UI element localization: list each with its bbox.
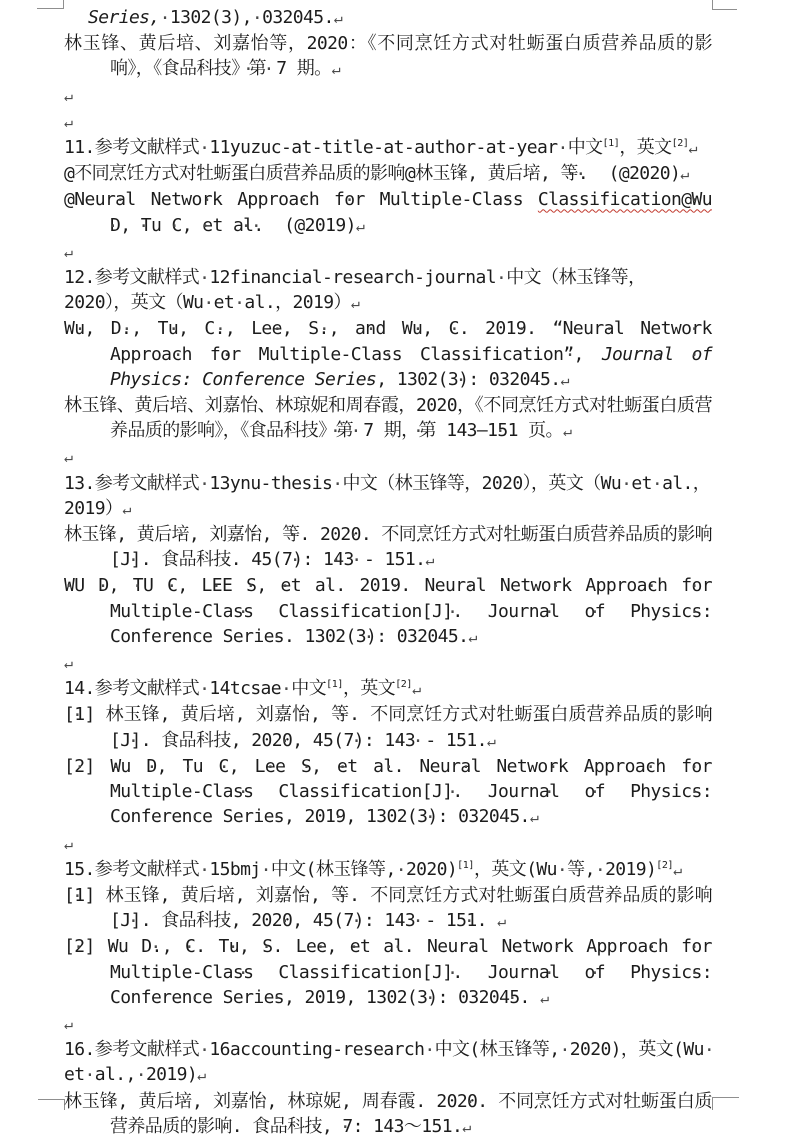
paragraph-mark-icon: ↵: [64, 834, 74, 853]
paragraph-mark-icon: ↵: [680, 165, 690, 184]
space-mark-icon: [469, 318, 485, 339]
text-run: ，英文: [619, 137, 672, 159]
reference-paragraph[interactable]: [64, 31, 712, 82]
text-run: Classification@Wu: [537, 189, 712, 211]
reference-paragraph[interactable]: [64, 522, 712, 573]
space-mark-icon: [253, 962, 278, 983]
paragraph-mark-icon: ↵: [350, 294, 360, 313]
space-mark-icon: [332, 473, 342, 494]
space-mark-icon: [203, 292, 213, 313]
text-run: 15.参考文献样式 · 15bmj · 中文(林玉锋等, · 2020): [64, 859, 457, 880]
space-mark-icon: [319, 189, 334, 210]
space-mark-icon: [557, 137, 567, 158]
space-mark-icon: [232, 575, 246, 596]
crop-mark-bottom-right-icon: [712, 1097, 739, 1110]
space-mark-icon: [488, 1091, 499, 1112]
space-mark-icon: [274, 215, 284, 236]
space-mark-icon: [356, 987, 366, 1008]
reference-paragraph[interactable]: [64, 393, 712, 444]
space-mark-icon: [199, 678, 209, 699]
text-run: [1]: [326, 679, 343, 691]
space-mark-icon: [136, 189, 151, 210]
space-mark-icon: [712, 936, 722, 957]
space-mark-icon: [374, 549, 384, 570]
space-mark-icon: [712, 601, 722, 622]
empty-paragraph[interactable]: [64, 1011, 712, 1037]
space-mark-icon: [557, 859, 567, 880]
text-run: [1]: [457, 859, 474, 871]
space-mark-icon: [573, 936, 586, 957]
reference-paragraph[interactable]: [64, 702, 712, 753]
space-mark-icon: [404, 756, 420, 777]
text-run: 11.参考文献样式 · 11yuzuc-at-title-at-author-at-year · 中文: [64, 137, 603, 158]
space-mark-icon: [667, 575, 681, 596]
space-mark-icon: [95, 756, 111, 777]
space-mark-icon: [668, 936, 681, 957]
text-run: 林玉锋、黄后培、刘嘉怡、林琼妮和周春霞，2020，《不同烹饪方式对牡蛎蛋白质营养品质的影响》，《食品科技》第 · 7 · 期，第 · 143—151 · 页。: [64, 395, 712, 441]
space-mark-icon: [396, 859, 406, 880]
space-mark-icon: [160, 7, 170, 28]
reference-paragraph[interactable]: [64, 883, 712, 934]
space-mark-icon: [302, 910, 312, 931]
space-mark-icon: [448, 987, 458, 1008]
empty-paragraph[interactable]: [64, 83, 712, 109]
space-mark-icon: [170, 704, 181, 725]
paragraph-mark-icon: ↵: [468, 627, 478, 646]
empty-paragraph[interactable]: [64, 831, 712, 857]
space-mark-icon: [424, 1039, 434, 1060]
space-mark-icon: [212, 987, 222, 1008]
space-mark-icon: [151, 730, 161, 751]
space-mark-icon: [673, 344, 691, 365]
text-run: @Neural · Network · Approach · for · Multiple-Class ·: [64, 189, 538, 210]
text-run: [2]: [656, 859, 674, 871]
space-mark-icon: [202, 1091, 213, 1112]
text-run: 林玉锋, · 黄后培, · 刘嘉怡, · 林琼妮, · 周春霞. · 2020. · 不同烹饪方式对牡蛎蛋白质营养品质的影响. · 食品科技, · 7: · 143～151.: [64, 1091, 712, 1137]
space-mark-icon: [332, 1116, 342, 1137]
reference-paragraph[interactable]: [64, 934, 712, 1011]
citation-style-heading[interactable]: [64, 857, 712, 883]
space-mark-icon: [436, 730, 446, 751]
empty-paragraph[interactable]: [64, 650, 712, 676]
text-run: ，英文(Wu · 等, · 2019): [474, 859, 656, 880]
crop-mark-bottom-left-icon: [38, 1099, 65, 1110]
space-mark-icon: [436, 910, 446, 931]
space-mark-icon: [313, 549, 323, 570]
reference-paragraph[interactable]: [88, 5, 712, 31]
space-mark-icon: [365, 189, 380, 210]
space-mark-icon: [305, 369, 315, 390]
space-mark-icon: [151, 549, 161, 570]
paragraph-mark-icon: ↵: [425, 551, 435, 570]
space-mark-icon: [414, 936, 427, 957]
space-mark-icon: [249, 936, 262, 957]
space-mark-icon: [605, 781, 630, 802]
space-mark-icon: [359, 885, 370, 906]
space-mark-icon: [294, 987, 304, 1008]
paragraph-mark-icon: ↵: [331, 60, 341, 79]
space-mark-icon: [712, 344, 722, 365]
citation-style-heading[interactable]: [64, 676, 712, 702]
space-mark-icon: [222, 189, 237, 210]
space-mark-icon: [386, 318, 402, 339]
space-mark-icon: [704, 1039, 714, 1060]
space-mark-icon: [436, 420, 446, 441]
space-mark-icon: [320, 885, 331, 906]
space-mark-icon: [252, 7, 262, 28]
space-mark-icon: [119, 575, 133, 596]
text-run: [1] · 林玉锋, · 黄后培, · 刘嘉怡, · 等. · 不同烹饪方式对牡蛎蛋白质营养品质的影响[J]. · 食品科技, · 2020, · 45(7): · 143 · - · 151. ·: [64, 885, 712, 931]
space-mark-icon: [363, 1116, 373, 1137]
space-mark-icon: [486, 575, 500, 596]
paragraph-mark-icon: ↵: [64, 448, 74, 467]
space-mark-icon: [142, 318, 158, 339]
citation-style-heading[interactable]: [64, 135, 712, 161]
space-mark-icon: [235, 318, 251, 339]
citation-style-heading[interactable]: [64, 471, 712, 522]
space-mark-icon: [354, 549, 364, 570]
space-mark-icon: [203, 756, 219, 777]
space-mark-icon: [212, 626, 222, 647]
space-mark-icon: [287, 58, 297, 79]
space-mark-icon: [712, 756, 722, 777]
space-mark-icon: [402, 344, 420, 365]
space-mark-icon: [277, 1091, 288, 1112]
text-run: 林玉锋、黄后培、刘嘉怡等，2020：《不同烹饪方式对牡蛎蛋白质营养品质的影响》，《食品科技》第 · 7 · 期。: [64, 33, 712, 79]
space-mark-icon: [266, 58, 276, 79]
space-mark-icon: [188, 575, 202, 596]
space-mark-icon: [559, 1039, 569, 1060]
space-mark-icon: [353, 420, 363, 441]
space-mark-icon: [488, 936, 501, 957]
space-mark-icon: [285, 756, 301, 777]
text-run: 13.参考文献样式 · 13ynu-thesis · 中文（林玉锋等，2020），英文（Wu · et · al.，2019）: [64, 473, 710, 519]
space-mark-icon: [559, 781, 584, 802]
space-mark-icon: [370, 936, 383, 957]
space-mark-icon: [666, 756, 682, 777]
space-mark-icon: [223, 215, 233, 236]
paragraph-mark-icon: ↵: [412, 680, 422, 699]
paragraph-mark-icon: ↵: [497, 912, 507, 931]
space-mark-icon: [605, 962, 630, 983]
space-mark-icon: [356, 806, 366, 827]
space-mark-icon: [463, 962, 488, 983]
space-mark-icon: [199, 267, 209, 288]
space-mark-icon: [530, 987, 540, 1008]
paragraph-mark-icon: ↵: [486, 731, 496, 750]
space-mark-icon: [131, 756, 147, 777]
space-mark-icon: [281, 678, 291, 699]
paragraph-mark-icon: ↵: [64, 242, 74, 261]
text-run: @不同烹饪方式对牡蛎蛋白质营养品质的影响@林玉锋, · 黄后培, · 等. · · (@2020): [64, 163, 680, 184]
space-mark-icon: [496, 267, 506, 288]
paragraph-mark-icon: ↵: [122, 499, 132, 518]
space-mark-icon: [351, 1091, 362, 1112]
space-mark-icon: [712, 781, 722, 802]
reference-paragraph[interactable]: [64, 754, 712, 831]
space-mark-icon: [245, 885, 256, 906]
space-mark-icon: [621, 473, 631, 494]
space-mark-icon: [415, 730, 425, 751]
text-run: 12.参考文献样式 · 12financial-research-journal · 中文（林玉锋等，2020），英文（Wu · et · al.，2019）: [64, 267, 645, 313]
space-mark-icon: [568, 756, 584, 777]
paragraph-mark-icon: ↵: [197, 1066, 207, 1085]
text-run: ，英文: [342, 678, 396, 700]
space-mark-icon: [170, 885, 181, 906]
space-mark-icon: [192, 215, 202, 236]
space-mark-icon: [712, 962, 722, 983]
text-run: Series,: [88, 7, 160, 28]
space-mark-icon: [292, 318, 308, 339]
space-mark-icon: [346, 575, 360, 596]
space-mark-icon: [310, 524, 320, 545]
crop-mark-top-left-icon: [37, 0, 64, 9]
space-mark-icon: [463, 601, 488, 622]
space-mark-icon: [192, 369, 202, 390]
space-mark-icon: [199, 859, 209, 880]
text-run: Journal · of ·Physics: · Conference · Series: [110, 344, 722, 390]
space-mark-icon: [536, 318, 552, 339]
crop-mark-top-right-icon: [712, 0, 737, 10]
empty-paragraph[interactable]: [64, 444, 712, 470]
space-mark-icon: [374, 910, 384, 931]
space-mark-icon: [415, 910, 425, 931]
reference-paragraph[interactable]: [64, 187, 712, 238]
space-mark-icon: [487, 910, 497, 931]
paragraph-mark-icon: ↵: [540, 988, 550, 1007]
space-mark-icon: [234, 292, 244, 313]
space-mark-icon: [253, 781, 278, 802]
text-run: [1]: [602, 138, 620, 150]
space-mark-icon: [359, 704, 370, 725]
space-mark-icon: [518, 420, 528, 441]
citation-style-heading[interactable]: [64, 265, 712, 316]
text-run: [2] · Wu · D, · Tu · C, · Lee · S, · et · al. · Neural · Network · Approach · for ·Multiple-Class · Classification[J]. · Journal · of · Physics: ·Conference · Series, · 2019, · 1302(3): · 032045.: [64, 756, 722, 827]
document-body: [64, 5, 712, 1140]
space-mark-icon: [652, 473, 662, 494]
space-mark-icon: [448, 806, 458, 827]
space-mark-icon: [386, 626, 396, 647]
paragraph-mark-icon: ↵: [333, 9, 343, 27]
space-mark-icon: [572, 575, 586, 596]
space-mark-icon: [321, 756, 337, 777]
space-mark-icon: [126, 524, 136, 545]
space-mark-icon: [241, 344, 259, 365]
paragraph-mark-icon: ↵: [462, 1117, 472, 1136]
space-mark-icon: [130, 215, 140, 236]
space-mark-icon: [95, 704, 106, 725]
space-mark-icon: [95, 936, 108, 957]
text-run: [1] · 林玉锋, · 黄后培, · 刘嘉怡, · 等. · 不同烹饪方式对牡蛎蛋白质营养品质的影响[J]. · 食品科技, · 2020, · 45(7): · 143 · - · 151.: [64, 704, 712, 750]
space-mark-icon: [172, 936, 185, 957]
paragraph-mark-icon: ↵: [688, 139, 698, 158]
text-run: [2]: [395, 679, 413, 691]
paragraph-mark-icon: ↵: [64, 112, 74, 131]
space-mark-icon: [151, 910, 161, 931]
space-mark-icon: [272, 524, 282, 545]
space-mark-icon: [192, 344, 210, 365]
space-mark-icon: [261, 859, 271, 880]
space-mark-icon: [95, 318, 111, 339]
space-mark-icon: [241, 910, 251, 931]
paragraph-mark-icon: ↵: [673, 860, 683, 879]
space-mark-icon: [264, 215, 274, 236]
reference-paragraph[interactable]: [64, 573, 712, 650]
text-run: 16.参考文献样式 · 16accounting-research · 中文(林玉锋等, · 2020)，英文(Wu ·et · al., · 2019): [64, 1039, 714, 1085]
space-mark-icon: [153, 575, 167, 596]
space-mark-icon: [212, 806, 222, 827]
space-mark-icon: [559, 601, 584, 622]
text-run: , · 1302(3): · 032045.: [376, 369, 560, 390]
space-mark-icon: [84, 575, 98, 596]
paragraph-mark-icon: ↵: [562, 422, 572, 441]
space-mark-icon: [358, 756, 374, 777]
space-mark-icon: [386, 369, 396, 390]
space-mark-icon: [161, 215, 171, 236]
text-run: · 1302(3), · 032045.: [160, 7, 334, 28]
space-mark-icon: [167, 756, 183, 777]
space-mark-icon: [136, 1064, 146, 1085]
space-mark-icon: [267, 575, 281, 596]
space-mark-icon: [206, 936, 219, 957]
space-mark-icon: [294, 806, 304, 827]
space-mark-icon: [339, 318, 355, 339]
space-mark-icon: [463, 781, 488, 802]
space-mark-icon: [301, 575, 315, 596]
space-mark-icon: [128, 936, 141, 957]
space-mark-icon: [712, 575, 722, 596]
space-mark-icon: [550, 163, 560, 184]
empty-paragraph[interactable]: [64, 239, 712, 265]
space-mark-icon: [242, 1116, 252, 1137]
paragraph-mark-icon: ↵: [64, 86, 74, 105]
space-mark-icon: [283, 936, 296, 957]
space-mark-icon: [595, 859, 605, 880]
space-mark-icon: [411, 575, 425, 596]
space-mark-icon: [241, 730, 251, 751]
space-mark-icon: [588, 163, 598, 184]
space-mark-icon: [374, 730, 384, 751]
space-mark-icon: [605, 601, 630, 622]
space-mark-icon: [433, 318, 449, 339]
space-mark-icon: [199, 1039, 209, 1060]
text-run: WU · D, · TU · C, · LEE · S, · et · al. · 2019. · Neural · Network · Approach · for ·Multiple-Class · Classification[J]. · Journal · of · Physics: ·Conference · Series. · 1302(3): · 032045.: [64, 575, 722, 646]
space-mark-icon: [584, 344, 602, 365]
space-mark-icon: [624, 318, 640, 339]
paragraph-mark-icon: ↵: [64, 1014, 74, 1033]
space-mark-icon: [239, 756, 255, 777]
space-mark-icon: [95, 885, 106, 906]
space-mark-icon: [523, 189, 538, 210]
space-mark-icon: [559, 962, 584, 983]
reference-paragraph[interactable]: [64, 316, 712, 393]
paragraph-mark-icon: ↵: [529, 808, 539, 827]
citation-style-heading[interactable]: [64, 1037, 712, 1088]
space-mark-icon: [481, 756, 497, 777]
space-mark-icon: [188, 318, 204, 339]
space-mark-icon: [478, 163, 488, 184]
space-mark-icon: [294, 626, 304, 647]
paragraph-mark-icon: ↵: [64, 654, 74, 673]
text-run: ·D, · Tu · C, · et · al. · · (@2019): [110, 189, 722, 235]
space-mark-icon: [712, 318, 722, 339]
space-mark-icon: [253, 601, 278, 622]
text-run: [2]: [671, 138, 689, 150]
space-mark-icon: [426, 1091, 437, 1112]
space-mark-icon: [128, 1091, 139, 1112]
space-mark-icon: [598, 163, 608, 184]
space-mark-icon: [302, 730, 312, 751]
space-mark-icon: [241, 549, 251, 570]
space-mark-icon: [479, 369, 489, 390]
empty-paragraph[interactable]: [64, 109, 712, 135]
paragraph-mark-icon: ↵: [355, 216, 365, 235]
paragraph-mark-icon: ↵: [560, 370, 570, 389]
space-mark-icon: [84, 1064, 94, 1085]
space-mark-icon: [374, 420, 384, 441]
space-mark-icon: [320, 704, 331, 725]
space-mark-icon: [199, 137, 209, 158]
text-run: Wu, · D., · Tu, · C., · Lee, · S., · and · Wu, · C. · 2019. · “Neural · Network ·Approach · for · Multiple-Class · Classification”, ·: [64, 318, 722, 364]
reference-paragraph[interactable]: [64, 161, 712, 187]
text-run: [2] · Wu · D., · C. · Tu, · S. · Lee, · et · al. · Neural · Network · Approach · for ·Multiple-Class · Classification[J]. · Journal · of · Physics: ·Conference · Series, · 2019, · 1302(3): · 032045. ·: [64, 936, 722, 1007]
space-mark-icon: [712, 189, 722, 210]
text-run: 林玉锋, · 黄后培, · 刘嘉怡, · 等. · 2020. · 不同烹饪方式对牡蛎蛋白质营养品质的影响[J]. · 食品科技. · 45(7): · 143 · - · 151.: [64, 524, 712, 570]
reference-paragraph[interactable]: [64, 1089, 712, 1140]
space-mark-icon: [337, 936, 350, 957]
space-mark-icon: [245, 704, 256, 725]
space-mark-icon: [199, 524, 209, 545]
space-mark-icon: [199, 473, 209, 494]
text-run: 14.参考文献样式 · 14tcsae · 中文: [64, 678, 326, 699]
space-mark-icon: [371, 524, 381, 545]
